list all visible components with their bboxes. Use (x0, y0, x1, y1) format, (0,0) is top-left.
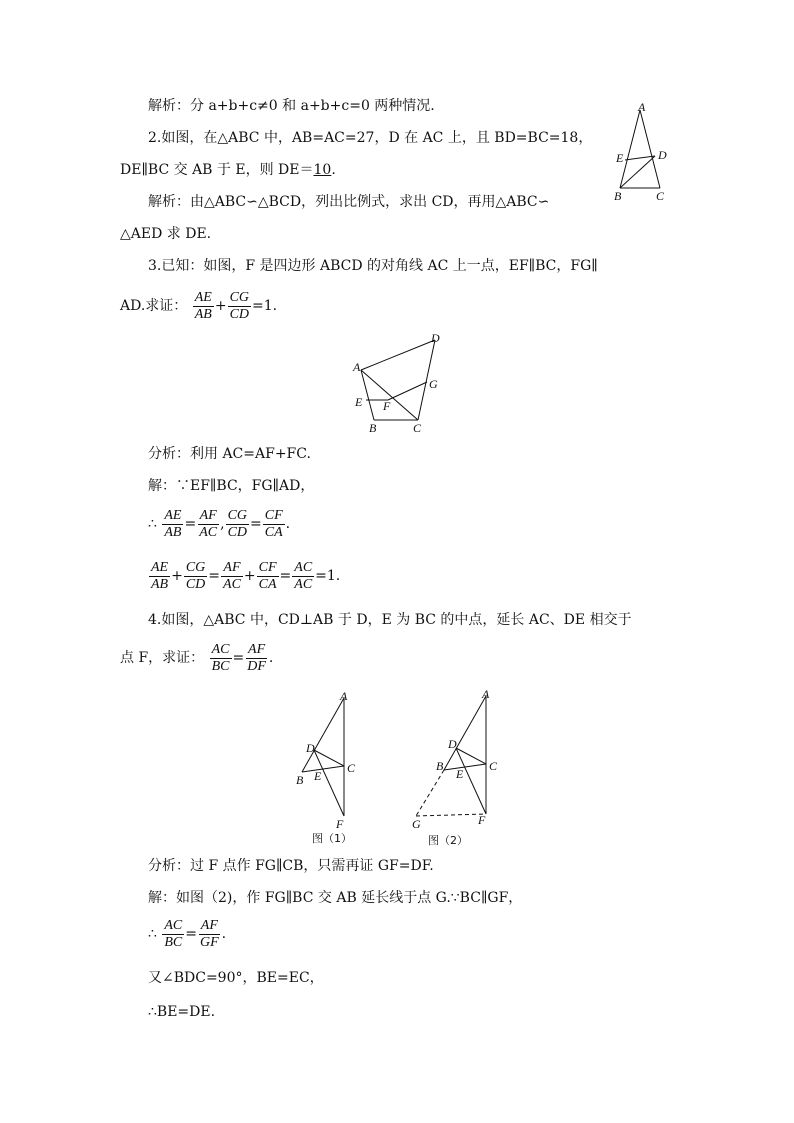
claim-prefix: AD.求证： (120, 298, 188, 314)
problem-4-claim: 点 F，求证： $\frac{AC}{BC}$ = $\frac{AF}{DF}$ . (120, 641, 274, 674)
fig3-label-c: C (347, 761, 356, 775)
solution-4-line1: 解：如图（2)，作 FG∥BC 交 AB 延长线于点 G.∵BC∥GF， (148, 890, 523, 906)
fig3-label-f: F (336, 817, 344, 831)
fig3-caption: 图（1） (312, 832, 352, 845)
answer-value: 10 (313, 162, 332, 178)
fig2-label-e: E (355, 395, 363, 409)
fig2-label-g: G (429, 377, 438, 391)
solution-3-line1: 解：∵EF∥BC，FG∥AD， (148, 478, 315, 494)
figure-problem-3 (345, 330, 455, 436)
problem-3-text: 3.已知：如图，F 是四边形 ABCD 的对角线 AC 上一点，EF∥BC，FG∥ (148, 258, 598, 274)
fig4-label-e: E (456, 767, 464, 781)
solution-3-line3: $\frac{AE}{AB}$ + $\frac{CG}{CD}$ = $\frac{AF}{AC}$ + $\frac{CF}{CA}$ = $\frac{AC}{AC}$ =1. (151, 559, 341, 592)
fig4-label-b: B (436, 759, 444, 773)
therefore-symbol: ∴ (148, 926, 157, 942)
solution-4-line4: ∴BE=DE. (148, 1004, 216, 1020)
fraction-cf-ca: $\frac{CF}{CA}$ (258, 559, 277, 592)
fig4-label-f: F (478, 813, 486, 827)
claim-end: =1. (252, 298, 278, 314)
fraction-af-gf: $\frac{AF}{GF}$ (200, 917, 219, 950)
result-end: =1. (315, 568, 341, 584)
fraction-af-df: $\frac{AF}{DF}$ (247, 641, 266, 674)
fig4-label-a: A (482, 687, 490, 701)
problem-2-answer-line (120, 160, 336, 180)
analysis-2-line1: 解析：由△ABC∽△BCD，列出比例式，求出 CD，再用△ABC∽ (148, 194, 550, 210)
fraction-af-ac: $\frac{AF}{AC}$ (199, 507, 218, 540)
fig2-label-b: B (369, 421, 377, 435)
fig2-label-f: F (383, 399, 391, 413)
analysis-2-line2: △AED 求 DE. (120, 226, 212, 242)
fig4-label-c: C (489, 759, 498, 773)
fraction-ac-bc: $\frac{AC}{BC}$ (211, 641, 230, 674)
fraction-ac-ac: $\frac{AC}{AC}$ (294, 559, 313, 592)
fraction-ac-bc: $\frac{AC}{BC}$ (164, 917, 183, 950)
problem-2-text: 2.如图，在△ABC 中，AB=AC=27，D 在 AC 上，且 BD=BC=18， (148, 130, 593, 146)
fig4-label-g: G (412, 817, 421, 831)
fig3-label-d: D (306, 741, 315, 755)
fraction-af-ac: $\frac{AF}{AC}$ (223, 559, 241, 592)
answer-prefix: DE∥BC 交 AB 于 E，则 DE＝ (120, 162, 314, 178)
fig1-label-c: C (656, 189, 665, 203)
fig1-label-d: D (658, 148, 667, 162)
answer-end: . (331, 162, 336, 178)
fraction-cf-ca: $\frac{CF}{CA}$ (264, 507, 283, 540)
fig4-caption: 图（2） (428, 834, 468, 847)
fig1-label-e: E (616, 151, 624, 165)
fraction-cg-cd: $\frac{CG}{CD}$ (227, 507, 248, 540)
fraction-cg-cd: $\frac{CG}{CD}$ (185, 559, 206, 592)
problem-3-claim: AD.求证： $\frac{AE}{AB}$ + $\frac{CG}{CD}$ =1. (120, 289, 278, 322)
fig2-label-d: D (431, 331, 440, 345)
therefore-symbol: ∴ (148, 516, 157, 532)
fig2-label-a: A (353, 360, 361, 374)
analysis-3: 分析：利用 AC=AF+FC. (148, 446, 311, 462)
fig2-label-c: C (413, 421, 422, 435)
fraction-ae-ab: $\frac{AE}{AB}$ (151, 559, 169, 592)
figure-problem-4-1 (292, 688, 372, 848)
fig4-label-d: D (448, 737, 457, 751)
fig3-label-a: A (340, 689, 348, 703)
fig1-label-a: A (638, 100, 646, 114)
problem-4-text: 4.如图，△ABC 中，CD⊥AB 于 D，E 为 BC 的中点，延长 AC、DE 相交于 (148, 612, 632, 628)
claim-4-prefix: 点 F，求证： (120, 650, 205, 666)
fig3-label-b: B (296, 773, 304, 787)
fraction-ae-ab: $\frac{AE}{AB}$ (194, 289, 212, 322)
line-1: 解析：分 a+b+c≠0 和 a+b+c=0 两种情况. (148, 98, 435, 114)
solution-4-line3: 又∠BDC=90°，BE=EC， (148, 970, 324, 986)
solution-3-line2: ∴ $\frac{AE}{AB}$ = $\frac{AF}{AC}$ , $\frac{CG}{CD}$ = $\frac{CF}{CA}$ . (148, 507, 291, 540)
solution-4-line2: ∴ $\frac{AC}{BC}$ = $\frac{AF}{GF}$ . (148, 917, 227, 950)
fraction-ae-ab: $\frac{AE}{AB}$ (164, 507, 182, 540)
figure-problem-4-2 (408, 684, 508, 850)
fig3-label-e: E (314, 769, 322, 783)
fig1-label-b: B (614, 189, 622, 203)
analysis-4: 分析：过 F 点作 FG∥CB，只需再证 GF=DF. (148, 858, 434, 874)
fraction-cg-cd: $\frac{CG}{CD}$ (229, 289, 250, 322)
figure-problem-2 (610, 100, 680, 205)
